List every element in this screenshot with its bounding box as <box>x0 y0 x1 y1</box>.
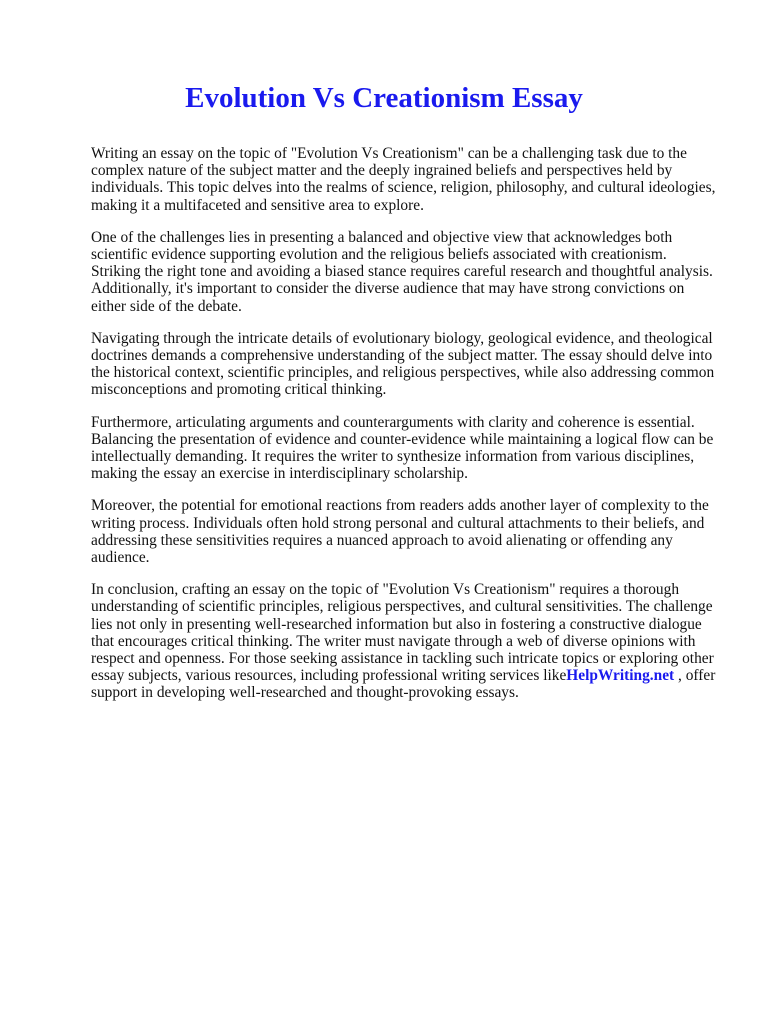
link-line-suffix: , offer <box>674 667 716 685</box>
text-line: Striking the right tone and avoiding a biased stance requires careful research and thoughtful analysis. <box>91 263 713 281</box>
conclusion-paragraph <box>91 581 731 701</box>
text-line: that encourages critical thinking. The writer must navigate through a web of diverse opinions with <box>91 632 696 650</box>
text-line: Additionally, it's important to consider the diverse audience that may have strong convictions on <box>91 280 685 298</box>
link-line-prefix: essay subjects, various resources, including professional writing services like <box>91 667 567 685</box>
helpwriting-link[interactable]: HelpWriting.net <box>566 667 675 685</box>
text-line: respect and openness. For those seeking assistance in tackling such intricate topics or exploring other <box>91 650 714 668</box>
text-line: misconceptions and promoting critical thinking. <box>91 381 387 399</box>
text-line: In conclusion, crafting an essay on the topic of "Evolution Vs Creationism" requires a thorough <box>91 581 680 599</box>
text-line: support in developing well-researched and thought-provoking essays. <box>91 684 519 702</box>
page-title: Evolution Vs Creationism Essay <box>185 82 583 114</box>
text-line: making the essay an exercise in interdisciplinary scholarship. <box>91 465 468 483</box>
paragraph-2 <box>91 229 731 315</box>
text-line: Furthermore, articulating arguments and counterarguments with clarity and coherence is essential. <box>91 413 695 431</box>
text-line: intellectually demanding. It requires the writer to synthesize information from various disciplines, <box>91 448 695 466</box>
text-line: audience. <box>91 549 150 567</box>
text-line: writing process. Individuals often hold strong personal and cultural attachments to their beliefs, and <box>91 514 705 532</box>
paragraph-1 <box>91 145 731 214</box>
text-line: understanding of scientific principles, religious perspectives, and cultural sensitivities. The challenge <box>91 598 713 616</box>
text-line: One of the challenges lies in presenting a balanced and objective view that acknowledges both <box>91 228 673 246</box>
essay-body <box>91 145 731 717</box>
text-line: doctrines demands a comprehensive understanding of the subject matter. The essay should delve into <box>91 347 713 365</box>
text-line: lies not only in presenting well-researched information but also in fostering a constructive dialogue <box>91 615 702 633</box>
paragraph-4 <box>91 414 731 483</box>
paragraph-5 <box>91 497 731 566</box>
text-line: individuals. This topic delves into the realms of science, religion, philosophy, and cultural ideologies, <box>91 179 716 197</box>
text-line: Balancing the presentation of evidence and counter-evidence while maintaining a logical flow can be <box>91 430 714 448</box>
text-line: Navigating through the intricate details of evolutionary biology, geological evidence, and theological <box>91 329 713 347</box>
text-line: scientific evidence supporting evolution and the religious beliefs associated with creationism. <box>91 246 667 264</box>
text-line: Writing an essay on the topic of "Evolution Vs Creationism" can be a challenging task due to the <box>91 145 687 162</box>
text-line: Moreover, the potential for emotional reactions from readers adds another layer of complexity to the <box>91 497 709 515</box>
text-line: either side of the debate. <box>91 297 242 315</box>
paragraph-3 <box>91 330 731 399</box>
text-line: addressing these sensitivities requires a nuanced approach to avoid alienating or offending any <box>91 531 673 549</box>
text-line-with-link <box>91 667 731 684</box>
text-line: the historical context, scientific principles, and religious perspectives, while also addressing common <box>91 364 715 382</box>
text-line: making it a multifaceted and sensitive area to explore. <box>91 196 424 214</box>
text-line: complex nature of the subject matter and the deeply ingrained beliefs and perspectives held by <box>91 162 673 180</box>
